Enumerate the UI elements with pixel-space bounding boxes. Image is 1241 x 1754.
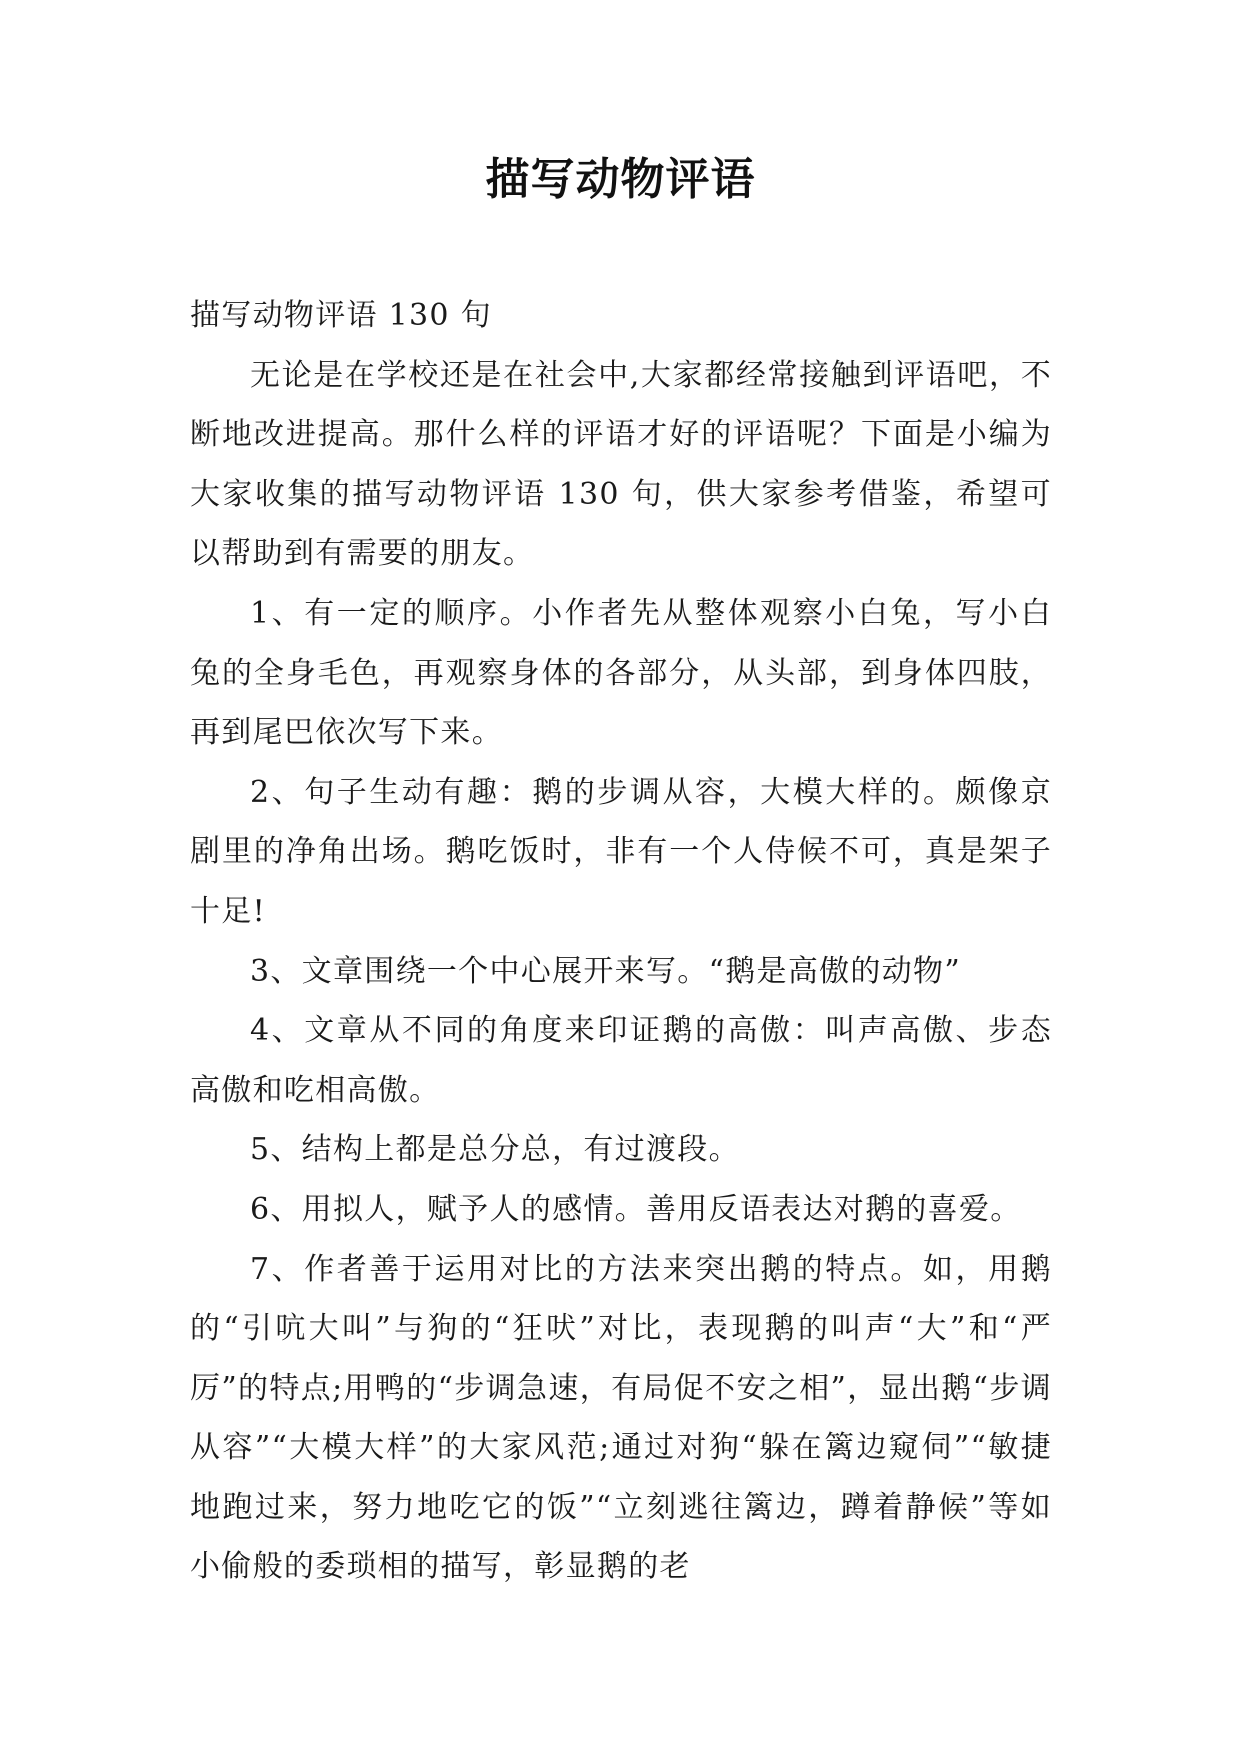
comment-paragraph-6: 6、用拟人，赋予人的感情。善用反语表达对鹅的喜爱。: [250, 1191, 1022, 1227]
comment-paragraph-2: 2、句子生动有趣：鹅的步调从容，大模大样的。颇像京剧里的净角出场。鹅吃饭时，非有一个人侍候不可，真是架子十足!: [190, 774, 1052, 929]
comment-paragraph-7: 7、作者善于运用对比的方法来突出鹅的特点。如，用鹅的“引吭大叫”与狗的“狂吠”对比，表现鹅的叫声“大”和“严厉”的特点;用鸭的“步调急速，有局促不安之相”，显出鹅“步调从容”“大模大样”的大家风范;通过对狗“躲在篱边窥伺”“敏捷地跑过来，努力地吃它的饭”“立刻逃往篱边，蹲着静候”等如小偷般的委琐相的描写，彰显鹅的老: [190, 1251, 1052, 1585]
document-subtitle: 描写动物评语 130 句: [190, 298, 492, 333]
intro-paragraph: 无论是在学校还是在社会中,大家都经常接触到评语吧，不断地改进提高。那什么样的评语才好的评语呢？下面是小编为大家收集的描写动物评语 130 句，供大家参考借鉴，希望可以帮助到有需要的朋友。: [190, 357, 1052, 572]
document-title: 描写动物评语: [485, 154, 756, 205]
comment-paragraph-5: 5、结构上都是总分总，有过渡段。: [250, 1132, 740, 1168]
comment-paragraph-4: 4、文章从不同的角度来印证鹅的高傲：叫声高傲、步态高傲和吃相高傲。: [190, 1013, 1052, 1108]
comment-paragraph-3: 3、文章围绕一个中心展开来写。“鹅是高傲的动物”: [250, 953, 961, 989]
comment-paragraph-1: 1、有一定的顺序。小作者先从整体观察小白兔，写小白兔的全身毛色，再观察身体的各部分，从头部，到身体四肢，再到尾巴依次写下来。: [190, 595, 1052, 751]
document-body: [190, 286, 1052, 1597]
